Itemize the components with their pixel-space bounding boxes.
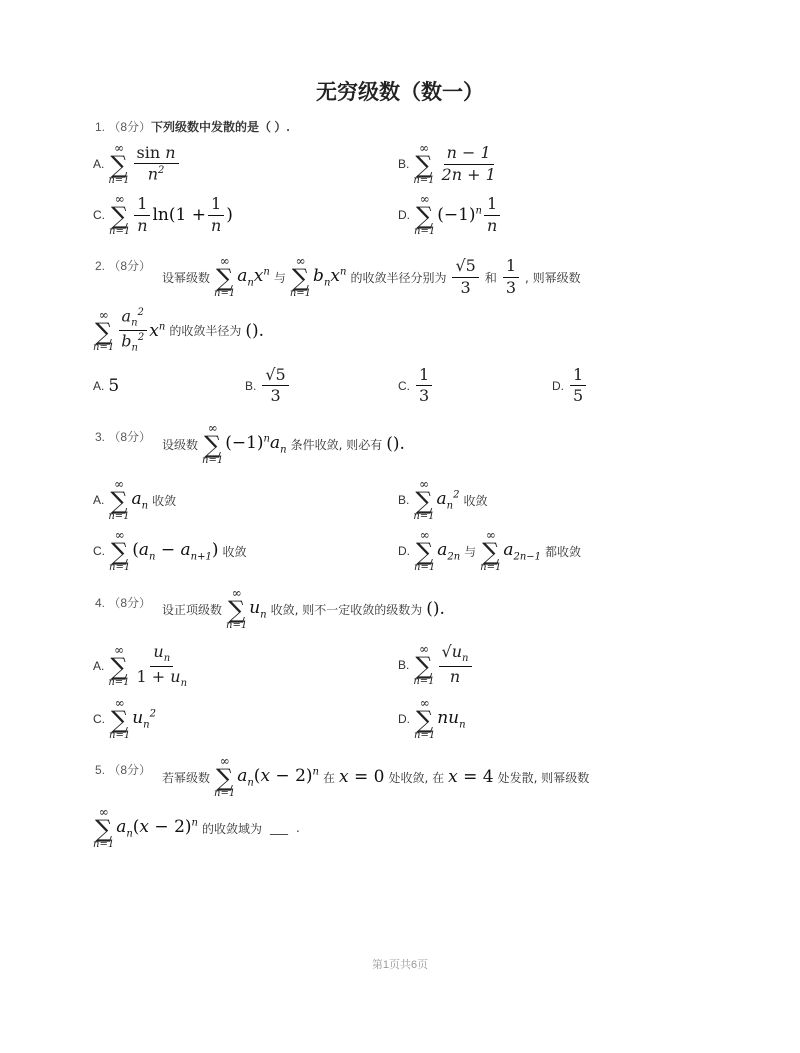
question-4-header: 4. （8分）: [95, 596, 152, 610]
summation: ∞ ∑ n=1: [289, 254, 312, 299]
question-1-stem: 下列级数中发散的是（ ）.: [151, 120, 290, 134]
summation: ∞ ∑ n=1: [214, 254, 236, 299]
q1-option-d[interactable]: D. ∞ ∑ n=1 $(-1)^n$ $\frac{1}{n}$: [398, 193, 502, 237]
question-2-header: 2. （8分）: [95, 259, 152, 273]
summation: ∞ ∑ n=1: [108, 477, 130, 522]
q3-option-b[interactable]: B. ∞ ∑ n=1 $a_n^2$ 收敛: [398, 477, 488, 522]
question-5-stem-line1: 若幂级数 ∞ ∑ n=1 $a_n(x - 2)^n$ 在 x = 0 处收敛, 在 x = 4 处发散, 则幂级数: [162, 754, 590, 799]
summation: ∞ ∑ n=1: [413, 477, 435, 522]
q3-option-c[interactable]: C. ∞ ∑ n=1 $(a_n - a_{n+1})$ 收敛: [93, 528, 247, 573]
summation: ∞ ∑ n=1: [93, 307, 115, 353]
summation: ∞ ∑ n=1: [414, 696, 436, 741]
question-1-number: 1. （8分）: [95, 120, 152, 134]
question-5-stem-line2: ∞ ∑ n=1 $a_n(x - 2)^n$ 的收敛域为 ___ .: [93, 805, 300, 850]
summation: ∞ ∑ n=1: [214, 754, 236, 799]
summation: ∞ ∑ n=1: [413, 642, 435, 687]
q2-option-b[interactable]: B. $\frac{√5}{3}$: [245, 366, 291, 406]
q1-option-a[interactable]: A. ∞ ∑ n=1 $\frac{\text{sin n}}{n^2}$: [93, 142, 181, 186]
question-3-header: 3. （8分）: [95, 430, 152, 444]
page-footer: 第1页共6页: [371, 959, 429, 971]
q4-option-b[interactable]: B. ∞ ∑ n=1 $\frac{√u_n}{n}$: [398, 643, 474, 687]
summation: ∞ ∑ n=1: [414, 528, 436, 573]
summation: ∞ ∑ n=1: [226, 586, 248, 631]
q4-option-a[interactable]: A. ∞ ∑ n=1 $\frac{u_n}{1 + u_n}$: [93, 642, 188, 689]
page-title: 无穷级数（数一）: [316, 80, 484, 104]
q4-option-c[interactable]: C. ∞ ∑ n=1 $u_n^2$: [93, 696, 156, 741]
answer-blank[interactable]: ___: [269, 821, 288, 835]
summation: ∞ ∑ n=1: [109, 192, 131, 237]
question-4-stem: 设正项级数 ∞ ∑ n=1 $u_n$ 收敛, 则不一定收敛的级数为 ().: [162, 586, 445, 631]
summation: ∞ ∑ n=1: [93, 805, 115, 850]
summation: ∞ ∑ n=1: [109, 696, 131, 741]
summation: ∞ ∑ n=1: [109, 528, 131, 573]
question-5-header: 5. （8分）: [95, 763, 152, 777]
question-1-header: [95, 118, 290, 135]
summation: ∞ ∑ n=1: [480, 528, 502, 573]
q4-option-d[interactable]: D. ∞ ∑ n=1 $nu_n$: [398, 696, 466, 741]
question-2-stem-line2: ∞ ∑ n=1 $\frac{a_n^2}{b_n^2}$ $x^n$ 的收敛半径为 ().: [93, 306, 264, 354]
q1-option-b[interactable]: B. ∞ ∑ n=1 $\frac{n - 1}{2n + 1}$: [398, 141, 496, 186]
q2-option-d[interactable]: D. $\frac{1}{5}$: [552, 366, 588, 406]
summation: ∞ ∑ n=1: [414, 192, 436, 237]
summation: ∞ ∑ n=1: [108, 141, 130, 186]
q3-option-a[interactable]: A. ∞ ∑ n=1 $a_n$ 收敛: [93, 477, 177, 522]
summation: ∞ ∑ n=1: [108, 643, 130, 689]
q2-option-a[interactable]: A. 5: [93, 376, 120, 396]
question-2-stem-line1: 设幂级数 ∞ ∑ n=1 $a_nx^n$ 与 ∞ ∑ n=1 $b_nx^n$ 的收敛半径分别为 $\frac{√5}{3}$ 和 $\frac{1}{3}$ , 则幂级数: [162, 254, 581, 299]
question-3-stem: 设级数 ∞ ∑ n=1 $(-1)^na_n$ 条件收敛, 则必有 ().: [162, 421, 405, 466]
q1-option-c[interactable]: C. ∞ ∑ n=1 $\frac{1}{n}$ ln(1 + $\frac{1}{n}$ ): [93, 192, 233, 237]
q2-option-c[interactable]: C. $\frac{1}{3}$: [398, 366, 434, 406]
q3-option-d[interactable]: D. ∞ ∑ n=1 $a_{2n}$ 与 ∞ ∑ n=1 $a_{2n-1}$ 都收敛: [398, 528, 582, 573]
summation: ∞ ∑ n=1: [202, 421, 224, 466]
summation: ∞ ∑ n=1: [413, 141, 435, 186]
